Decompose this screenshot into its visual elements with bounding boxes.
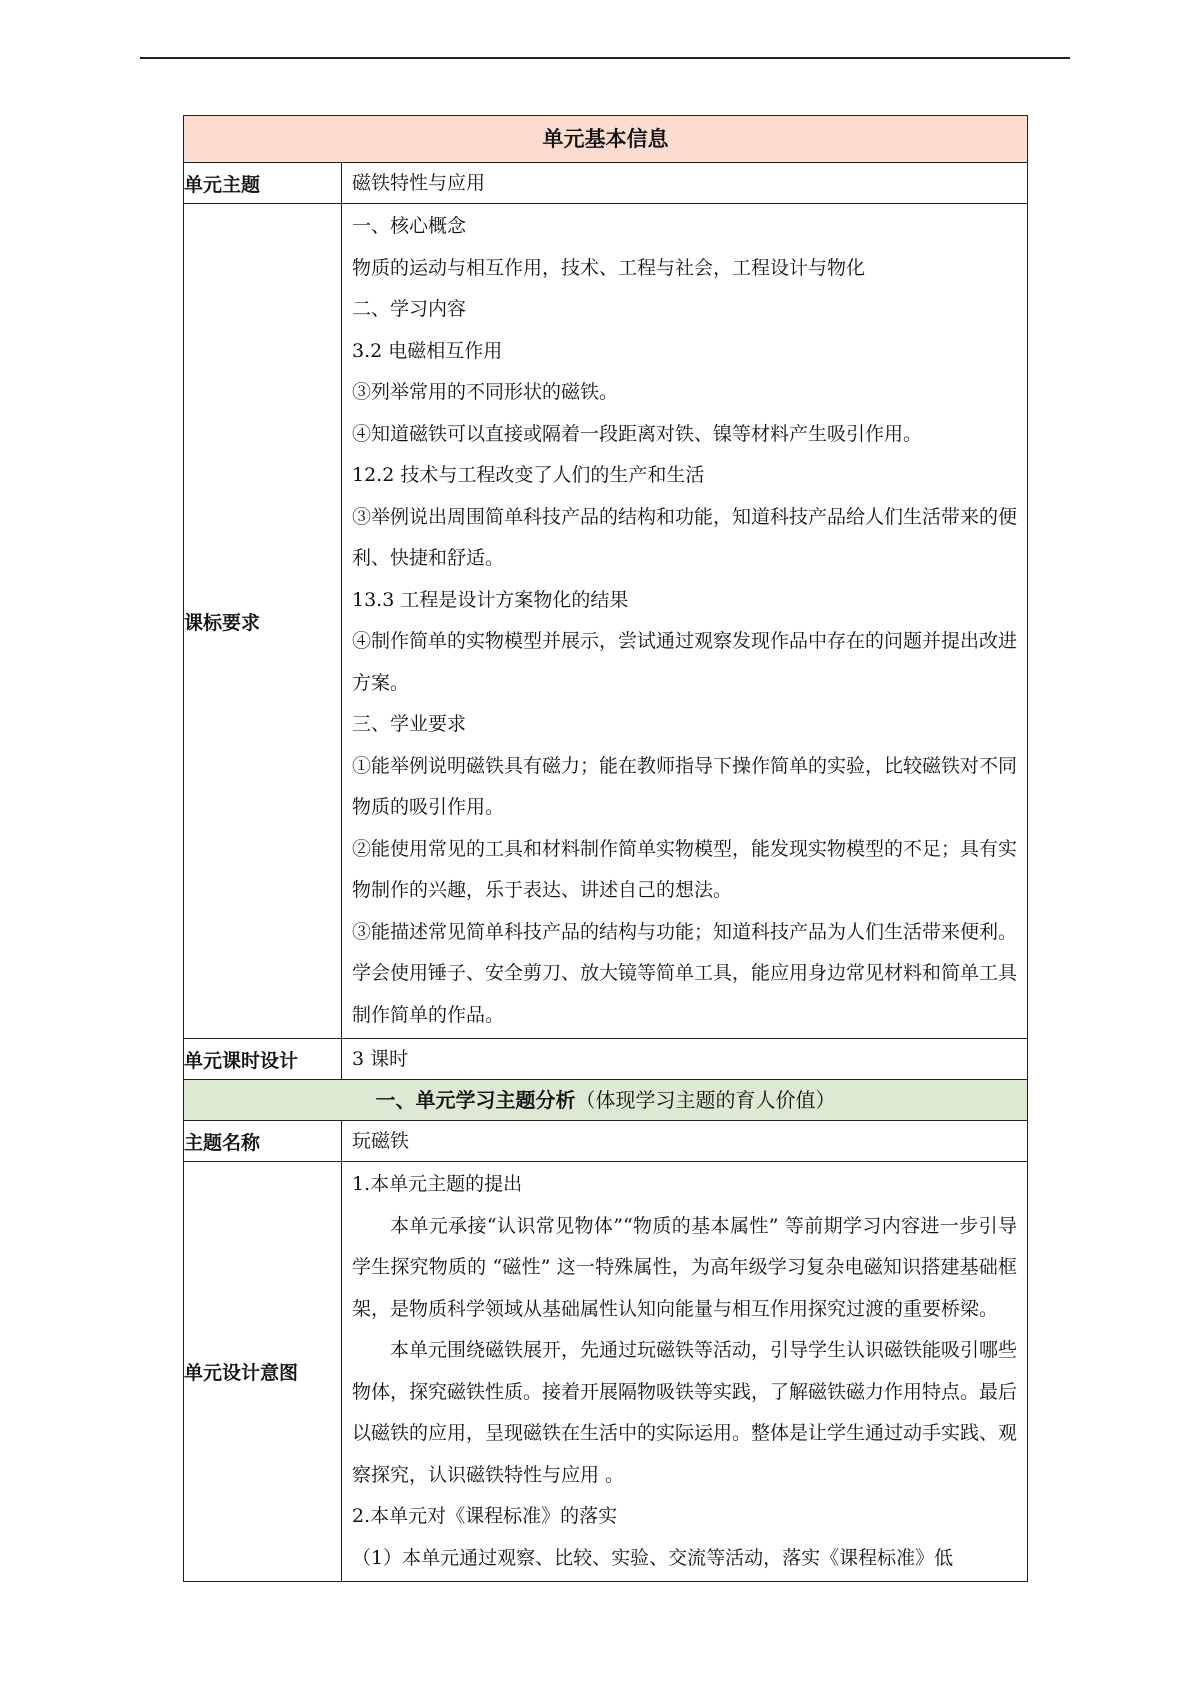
standards-line: ④制作简单的实物模型并展示，尝试通过观察发现作品中存在的问题并提出改进方案。 [352,630,1018,694]
intent-heading: 1.本单元主题的提出 [352,1173,523,1195]
unit-theme-label: 单元主题 [184,163,342,204]
standards-line: ②能使用常见的工具和材料制作简单实物模型，能发现实物模型的不足；具有实物制作的兴趣，乐于表达、讲述自己的想法。 [352,837,1018,901]
standards-line: 12.2 技术与工程改变了人们的生产和生活 [352,464,705,486]
basic-info-title: 单元基本信息 [184,116,1028,163]
standards-line: 三、学业要求 [352,713,467,735]
standards-content [342,204,1028,1039]
hours-value: 3 课时 [352,1048,409,1070]
standards-line: ③能描述常见简单科技产品的结构与功能；知道科技产品为人们生活带来便利。学会使用锤子、安全剪刀、放大镜等简单工具，能应用身边常见材料和简单工具制作简单的作品。 [352,920,1018,1026]
intent-paragraph: （1）本单元通过观察、比较、实验、交流等活动，落实《课程标准》低 [352,1546,954,1569]
topic-label: 主题名称 [184,1121,342,1162]
intent-paragraph: 本单元承接“认识常见物体”“物质的基本属性” 等前期学习内容进一步引导学生探究物质的 “磁性” 这一特殊属性，为高年级学习复杂电磁知识搭建基础框架，是物质科学领域从基础属性认知向能量与相互作用探究过渡的重要桥梁。 [352,1214,1017,1320]
analysis-title [184,1080,1028,1121]
standards-label: 课标要求 [184,204,342,1039]
standards-line: ④知道磁铁可以直接或隔着一段距离对铁、镍等材料产生吸引作用。 [352,422,923,445]
hours-label: 单元课时设计 [184,1039,342,1080]
standards-line: 物质的运动与相互作用，技术、工程与社会，工程设计与物化 [352,256,866,279]
analysis-title-text: 一、单元学习主题分析 [375,1088,576,1112]
intent-paragraph: 本单元围绕磁铁展开，先通过玩磁铁等活动，引导学生认识磁铁能吸引哪些物体，探究磁铁性质。接着开展隔物吸铁等实践，了解磁铁磁力作用特点。最后以磁铁的应用，呈现磁铁在生活中的实际运用。整体是让学生通过动手实践、观察探究，认识磁铁特性与应用 。 [352,1339,1018,1486]
unit-info-table [183,115,1028,1582]
intent-heading: 2.本单元对《课程标准》的落实 [352,1505,618,1527]
standards-line: 3.2 电磁相互作用 [352,339,503,362]
topic-value: 玩磁铁 [352,1130,410,1152]
header-rule [140,57,1070,59]
standards-line: 13.3 工程是设计方案物化的结果 [352,588,629,611]
standards-line: ③列举常用的不同形状的磁铁。 [352,381,619,403]
standards-line: ①能举例说明磁铁具有磁力；能在教师指导下操作简单的实验，比较磁铁对不同物质的吸引作用。 [352,754,1018,818]
standards-line: ③举例说出周围简单科技产品的结构和功能，知道科技产品给人们生活带来的便利、快捷和舒适。 [352,505,1018,569]
intent-label: 单元设计意图 [184,1162,342,1582]
standards-line: 一、核心概念 [352,215,467,237]
analysis-note: （体现学习主题的育人价值） [575,1088,836,1112]
standards-line: 二、学习内容 [352,298,467,320]
intent-content [342,1162,1028,1582]
unit-theme-value: 磁铁特性与应用 [352,172,486,194]
